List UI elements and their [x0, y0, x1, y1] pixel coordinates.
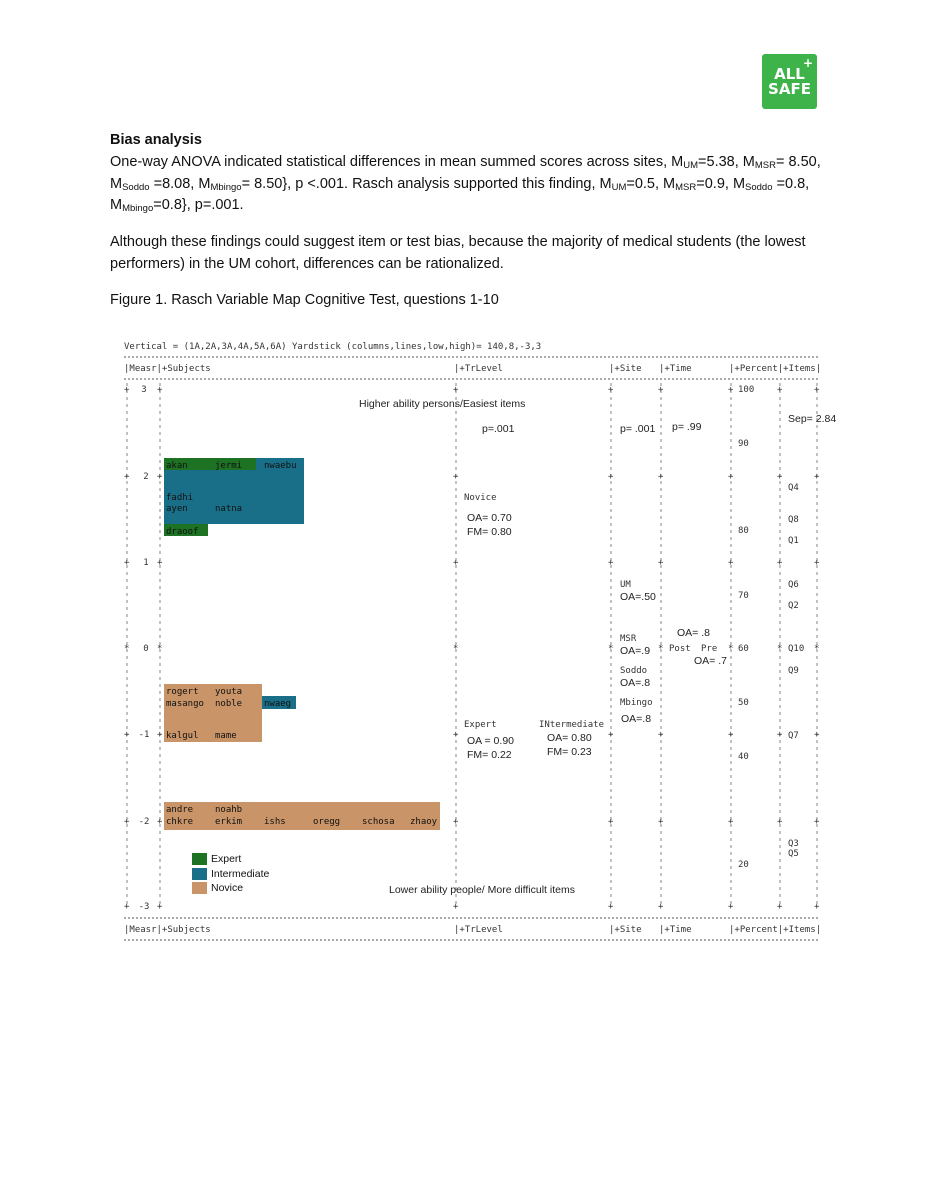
- subject-noble: noble: [215, 699, 243, 709]
- svg-text:+: +: [124, 558, 130, 568]
- time-pre: Pre: [701, 644, 718, 654]
- trlevel-intermediate: INtermediate: [539, 720, 605, 730]
- footer-trlevel: |+TrLevel: [454, 925, 503, 935]
- item-q2: Q2: [788, 601, 799, 611]
- site-soddo-oa: OA=.8: [620, 677, 651, 689]
- percent-column: [738, 385, 754, 870]
- svg-text:+: +: [157, 817, 163, 827]
- legend-swatch-novice: [192, 882, 207, 894]
- svg-text:+: +: [124, 385, 130, 395]
- measure-minus3: -3: [138, 902, 150, 912]
- measure-3: 3: [141, 385, 147, 395]
- subject-ayen: ayen: [166, 504, 188, 514]
- svg-text:+: +: [658, 385, 664, 395]
- subject-nwaeg: nwaeg: [264, 699, 292, 709]
- svg-text:+: +: [453, 385, 459, 395]
- subject-schosa: schosa: [362, 817, 395, 827]
- svg-text:+: +: [124, 730, 130, 740]
- legend-label-novice: Novice: [211, 882, 244, 895]
- section-heading: Bias analysis: [110, 132, 202, 148]
- site-msr-oa: OA=.9: [620, 645, 651, 657]
- svg-text:+: +: [453, 558, 459, 568]
- legend-expert: [192, 852, 269, 867]
- site-um-oa: OA=.50: [620, 591, 656, 603]
- footer-time: |+Time: [659, 925, 692, 935]
- subject-akan: akan: [166, 461, 188, 471]
- subject-andre: andre: [166, 805, 194, 815]
- item-q10: Q10: [788, 644, 805, 654]
- logo-line2: SAFE: [768, 79, 811, 98]
- item-q5: Q5: [788, 849, 799, 859]
- subject-rogert: rogert: [166, 687, 199, 697]
- logo-line1: ALL: [774, 64, 805, 83]
- svg-text:+: +: [157, 558, 163, 568]
- trlevel-expert-fm: FM= 0.22: [467, 749, 512, 761]
- percent-40: 40: [738, 752, 749, 762]
- svg-text:+: +: [777, 385, 783, 395]
- svg-text:+: +: [608, 385, 614, 395]
- svg-text:+: +: [814, 472, 820, 482]
- time-post: Post: [669, 644, 691, 654]
- svg-text:+: +: [777, 817, 783, 827]
- subject-fadhi: fadhi: [166, 493, 194, 503]
- svg-text:+: +: [124, 902, 130, 912]
- svg-text:*: *: [728, 644, 734, 654]
- site-msr: MSR: [620, 634, 637, 644]
- percent-20: 20: [738, 860, 749, 870]
- trlevel-intermediate-fm: FM= 0.23: [547, 746, 592, 758]
- svg-text:+: +: [777, 730, 783, 740]
- item-q6: Q6: [788, 580, 799, 590]
- svg-text:+: +: [814, 385, 820, 395]
- anova-paragraph: [110, 152, 830, 217]
- figure-caption: Figure 1. Rasch Variable Map Cognitive Test, questions 1-10: [110, 292, 499, 308]
- svg-text:+: +: [728, 902, 734, 912]
- svg-text:+: +: [453, 730, 459, 740]
- anova-segment: Mbingo: [122, 203, 154, 214]
- subject-natna: natna: [215, 504, 243, 514]
- header-measr-subjects: |Measr|+Subjects: [124, 364, 211, 374]
- subject-nwaebu: nwaebu: [264, 461, 297, 471]
- allsafe-logo: [762, 54, 817, 109]
- bias-paragraph: Although these findings could suggest item or test bias, because the majority of medical students (the lowest performers) in the UM cohort, differences can be rationalized.: [110, 234, 806, 272]
- svg-text:+: +: [777, 902, 783, 912]
- svg-text:+: +: [453, 817, 459, 827]
- svg-text:+: +: [777, 558, 783, 568]
- footer-site: |+Site: [609, 925, 642, 935]
- measure-minus1: -1: [138, 730, 150, 740]
- trlevel-expert: Expert: [464, 720, 497, 730]
- anova-segment: UM: [611, 181, 627, 193]
- svg-text:+: +: [658, 558, 664, 568]
- svg-text:*: *: [777, 644, 783, 654]
- anova-segment: MSR: [675, 181, 697, 193]
- anova-segment: Soddo: [745, 181, 773, 193]
- svg-text:+: +: [658, 902, 664, 912]
- svg-text:+: +: [608, 902, 614, 912]
- svg-text:+: +: [728, 472, 734, 482]
- trlevel-novice-oa: OA= 0.70: [467, 512, 512, 524]
- svg-text:+: +: [814, 902, 820, 912]
- item-q7: Q7: [788, 731, 799, 741]
- anova-segment: =0.5, M: [626, 175, 676, 192]
- legend-label-intermediate: Intermediate: [211, 867, 270, 880]
- item-q8: Q8: [788, 515, 799, 525]
- item-q1: Q1: [788, 536, 799, 546]
- svg-text:+: +: [814, 558, 820, 568]
- svg-text:+: +: [453, 902, 459, 912]
- legend-swatch-expert: [192, 853, 207, 865]
- svg-text:+: +: [658, 472, 664, 482]
- header-trlevel: |+TrLevel: [454, 364, 503, 374]
- site-soddo: Soddo: [620, 666, 648, 676]
- trlevel-p-value: p=.001: [482, 423, 515, 435]
- anova-segment: = 8.50, M: [110, 154, 821, 192]
- svg-text:+: +: [777, 472, 783, 482]
- item-q9: Q9: [788, 666, 799, 676]
- site-p-value: p= .001: [620, 423, 656, 435]
- subject-zhaoy: zhaoy: [410, 817, 438, 827]
- subject-kalgul: kalgul: [166, 731, 199, 741]
- legend: [192, 852, 269, 896]
- svg-text:+: +: [814, 817, 820, 827]
- anova-segment: =8.08, M: [149, 175, 211, 192]
- measure-2: 2: [143, 472, 149, 482]
- subject-ishs: ishs: [264, 817, 286, 827]
- percent-70: 70: [738, 591, 749, 601]
- header-time: |+Time: [659, 364, 692, 374]
- anova-segment: = 8.50}, p <.001. Rasch analysis supported this finding, M: [241, 175, 612, 192]
- svg-text:+: +: [157, 385, 163, 395]
- measure-0: 0: [143, 644, 149, 654]
- subject-noahb: noahb: [215, 805, 243, 815]
- footer-percent-items: |+Percent|+Items|: [729, 925, 822, 935]
- subject-block-novice-bottom: [164, 802, 440, 830]
- bottom-note: Lower ability people/ More difficult items: [389, 884, 575, 896]
- header-percent-items: |+Percent|+Items|: [729, 364, 822, 374]
- percent-90: 90: [738, 439, 749, 449]
- subject-jermi: jermi: [215, 461, 243, 471]
- trlevel-expert-oa: OA = 0.90: [467, 735, 514, 747]
- svg-text:+: +: [124, 817, 130, 827]
- svg-text:+: +: [728, 558, 734, 568]
- items-column: [788, 483, 804, 859]
- trlevel-novice-fm: FM= 0.80: [467, 526, 512, 538]
- percent-60: 60: [738, 644, 749, 654]
- subject-erkim: erkim: [215, 817, 243, 827]
- legend-swatch-intermediate: [192, 868, 207, 880]
- svg-text:*: *: [157, 644, 163, 654]
- logo-plus: +: [802, 56, 813, 70]
- anova-segment: =0.9, M: [696, 175, 746, 192]
- measure-axis: [139, 385, 150, 912]
- svg-text:*: *: [124, 644, 130, 654]
- svg-text:+: +: [157, 730, 163, 740]
- anova-segment: =0.8, M: [110, 175, 810, 213]
- percent-50: 50: [738, 698, 749, 708]
- trlevel-intermediate-oa: OA= 0.80: [547, 732, 592, 744]
- separation-index: Sep= 2.84: [788, 413, 837, 425]
- svg-text:+: +: [728, 385, 734, 395]
- svg-text:*: *: [453, 644, 459, 654]
- svg-text:*: *: [608, 644, 614, 654]
- trlevel-novice: Novice: [464, 493, 497, 503]
- anova-segment: MSR: [754, 160, 776, 171]
- anova-segment: Mbingo: [210, 181, 242, 193]
- svg-text:+: +: [728, 730, 734, 740]
- svg-text:+: +: [453, 472, 459, 482]
- site-um: UM: [620, 580, 631, 590]
- footer-measr-subjects: |Measr|+Subjects: [124, 925, 211, 935]
- svg-text:+: +: [658, 817, 664, 827]
- measure-minus2: -2: [138, 817, 150, 827]
- time-post-oa: OA= .8: [677, 627, 710, 639]
- time-pre-oa: OA= .7: [694, 655, 727, 667]
- svg-text:+: +: [157, 472, 163, 482]
- subject-chkre: chkre: [166, 817, 194, 827]
- svg-text:*: *: [658, 644, 664, 654]
- measure-1: 1: [143, 558, 149, 568]
- subject-mame: mame: [215, 731, 237, 741]
- svg-text:+: +: [728, 817, 734, 827]
- svg-text:+: +: [608, 558, 614, 568]
- anova-segment: Soddo: [122, 181, 150, 193]
- legend-label-expert: Expert: [211, 853, 242, 866]
- svg-text:+: +: [157, 902, 163, 912]
- subject-oregg: oregg: [313, 817, 341, 827]
- svg-text:+: +: [608, 472, 614, 482]
- item-q4: Q4: [788, 483, 799, 493]
- anova-segment: One-way ANOVA indicated statistical differences in mean summed scores across sites, M: [110, 154, 684, 170]
- svg-text:+: +: [658, 730, 664, 740]
- percent-100: 100: [738, 385, 755, 395]
- anova-segment: =0.8}, p=.001.: [153, 197, 244, 213]
- svg-text:+: +: [124, 472, 130, 482]
- svg-text:+: +: [814, 730, 820, 740]
- site-mbingo-oa: OA=.8: [621, 713, 652, 725]
- yardstick-line: Vertical = (1A,2A,3A,4A,5A,6A) Yardstick (columns,lines,low,high)= 140,8,-3,3: [124, 342, 542, 352]
- subject-draoof: draoof: [166, 527, 199, 537]
- site-mbingo: Mbingo: [620, 698, 653, 708]
- anova-segment: =5.38, M: [698, 154, 755, 170]
- legend-intermediate: [192, 867, 269, 882]
- anova-segment: UM: [683, 160, 699, 171]
- subject-masango: masango: [166, 699, 204, 709]
- percent-80: 80: [738, 526, 749, 536]
- time-p-value: p= .99: [672, 421, 702, 433]
- legend-novice: [192, 881, 269, 896]
- top-note: Higher ability persons/Easiest items: [359, 398, 526, 410]
- svg-text:*: *: [814, 644, 820, 654]
- subject-youta: youta: [215, 687, 243, 697]
- item-q3: Q3: [788, 839, 799, 849]
- header-site: |+Site: [609, 364, 642, 374]
- svg-text:+: +: [608, 817, 614, 827]
- svg-text:+: +: [608, 730, 614, 740]
